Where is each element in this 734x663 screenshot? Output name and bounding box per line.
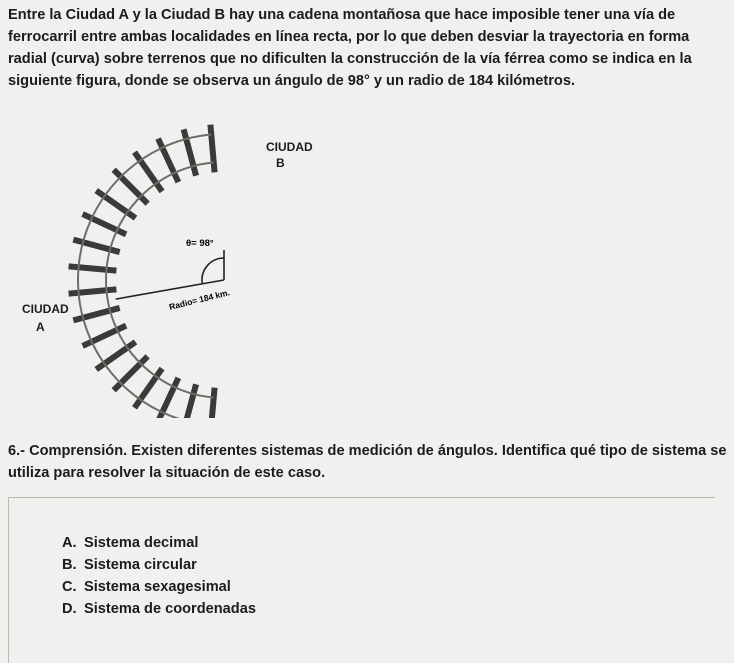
- railway-tie: [210, 125, 214, 173]
- radius-label: Radio= 184 km.: [168, 287, 231, 312]
- railway-tie: [114, 170, 148, 204]
- option-letter: B.: [62, 557, 77, 573]
- railway-tie: [184, 384, 196, 418]
- outer-rail: [78, 135, 211, 418]
- railway-tie: [69, 289, 117, 293]
- railway-tie: [96, 342, 135, 370]
- city-a-label-line1: CIUDAD: [22, 302, 69, 316]
- city-b-label-line2: B: [276, 156, 285, 170]
- option-text: Sistema circular: [84, 557, 197, 573]
- angle-label: θ= 98°: [186, 238, 214, 249]
- option-text: Sistema decimal: [84, 535, 199, 551]
- railway-tie: [69, 266, 117, 270]
- city-a-label-line2: A: [36, 320, 45, 334]
- option-b[interactable]: [62, 554, 256, 576]
- option-a[interactable]: [62, 532, 256, 554]
- railway-ties: [69, 125, 215, 418]
- railway-curve-diagram: [0, 118, 340, 418]
- option-text: Sistema de coordenadas: [84, 601, 256, 617]
- inner-rail: [106, 162, 214, 397]
- option-text: Sistema sexagesimal: [84, 579, 231, 595]
- railway-figure: [0, 118, 340, 418]
- railway-tie: [114, 356, 148, 390]
- answer-options: [62, 532, 256, 620]
- option-c[interactable]: [62, 576, 256, 598]
- angle-arc: [202, 258, 224, 283]
- city-b-label-line1: CIUDAD: [266, 140, 313, 154]
- option-letter: D.: [62, 601, 77, 617]
- option-d[interactable]: [62, 598, 256, 620]
- problem-statement: Entre la Ciudad A y la Ciudad B hay una cadena montañosa que hace imposible tener una vía de ferrocarril entre ambas localidades en línea recta, por lo que deben desviar la trayectoria en forma radial (curva) sobre terrenos que no dificulten la construcción de la vía férrea como se indica en la siguiente figura, donde se observa un ángulo de 98° y un radio de 184 kilómetros.: [8, 7, 692, 89]
- railway-tie: [135, 152, 163, 191]
- option-letter: A.: [62, 535, 77, 551]
- railway-tie: [135, 368, 163, 407]
- question-text: 6.- Comprensión. Existen diferentes sistemas de medición de ángulos. Identifica qué tipo de sistema se utiliza para resolver la situación de este caso.: [8, 443, 727, 481]
- railway-tie: [96, 191, 135, 219]
- railway-tie: [210, 388, 214, 418]
- option-letter: C.: [62, 579, 77, 595]
